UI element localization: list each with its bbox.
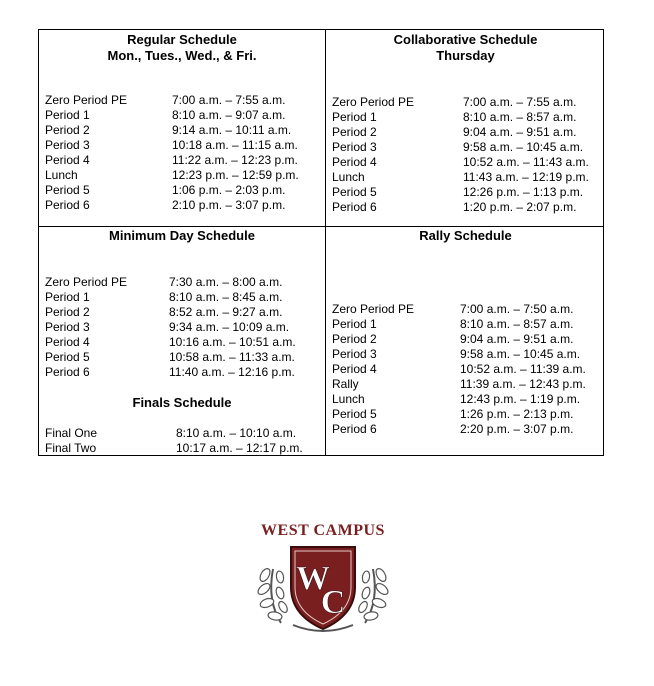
period-label: Period 2 [45,123,90,137]
period-label: Period 3 [332,347,377,361]
west-campus-logo [253,521,393,631]
period-label: Period 4 [45,335,90,349]
period-label: Zero Period PE [45,93,128,107]
period-label: Zero Period PE [45,275,128,289]
period-label: Lunch [332,170,365,184]
regular-schedule-title: Regular Schedule Mon., Tues., Wed., & Fri. [107,32,257,63]
period-label: Period 3 [332,140,377,154]
regular-schedule-cell [39,30,325,226]
period-time: 10:58 a.m. – 11:33 a.m. [169,350,295,364]
period-time: 9:58 a.m. – 10:45 a.m. [460,347,581,361]
period-time: 7:00 a.m. – 7:55 a.m. [172,93,286,107]
period-time: 1:20 p.m. – 2:07 p.m. [463,200,577,214]
period-time: 8:10 a.m. – 8:45 a.m. [169,290,283,304]
period-time: 8:10 a.m. – 8:57 a.m. [460,317,574,331]
period-label: Final One [45,426,98,440]
period-label: Period 6 [332,200,377,214]
period-time: 8:10 a.m. – 8:57 a.m. [463,110,577,124]
period-label: Period 4 [45,153,90,167]
period-label: Period 6 [332,422,377,436]
period-label: Period 3 [45,138,90,152]
period-time: 10:52 a.m. – 11:43 a.m. [463,155,589,169]
period-label: Period 5 [45,350,90,364]
period-label: Final Two [45,441,97,455]
period-time: 11:39 a.m. – 12:43 p.m. [460,377,586,391]
schedule-table [38,29,604,456]
period-time: 2:10 p.m. – 3:07 p.m. [172,198,286,212]
collaborative-schedule-cell [326,30,605,226]
period-time: 9:34 a.m. – 10:09 a.m. [169,320,290,334]
period-label: Period 2 [332,125,377,139]
period-time: 12:43 p.m. – 1:19 p.m. [460,392,581,406]
minimum-day-schedule-cell [39,227,325,457]
period-time: 9:14 a.m. – 10:11 a.m. [172,123,292,137]
period-label: Period 4 [332,155,377,169]
laurel-right-icon [357,567,390,623]
period-time: 11:43 a.m. – 12:19 p.m. [463,170,589,184]
period-time: 1:06 p.m. – 2:03 p.m. [172,183,286,197]
period-label: Period 3 [45,320,90,334]
crest-icon [253,541,393,633]
period-label: Period 2 [332,332,377,346]
rally-schedule-title: Rally Schedule [419,228,512,243]
period-time: 7:00 a.m. – 7:55 a.m. [463,95,577,109]
period-time: 10:18 a.m. – 11:15 a.m. [172,138,298,152]
period-label: Period 5 [332,407,377,421]
finals-schedule-title: Finals Schedule [132,395,232,410]
period-label: Period 2 [45,305,90,319]
period-time: 12:23 p.m. – 12:59 p.m. [172,168,299,182]
period-label: Period 6 [45,365,90,379]
period-label: Period 4 [332,362,377,376]
period-time: 8:52 a.m. – 9:27 a.m. [169,305,283,319]
monogram-w: W [296,560,330,597]
logo-text: WEST CAMPUS [261,522,385,539]
period-label: Rally [332,377,359,391]
period-time: 7:00 a.m. – 7:50 a.m. [460,302,574,316]
period-label: Period 6 [45,198,90,212]
period-label: Period 5 [45,183,90,197]
period-time: 10:17 a.m. – 12:17 p.m. [176,441,303,455]
period-time: 2:20 p.m. – 3:07 p.m. [460,422,574,436]
period-label: Zero Period PE [332,302,415,316]
period-time: 10:52 a.m. – 11:39 a.m. [460,362,586,376]
period-time: 11:40 a.m. – 12:16 p.m. [169,365,295,379]
monogram-c: C [320,584,346,621]
period-time: 7:30 a.m. – 8:00 a.m. [169,275,283,289]
period-label: Period 1 [332,317,377,331]
period-time: 10:16 a.m. – 10:51 a.m. [169,335,296,349]
period-label: Period 1 [45,290,90,304]
period-label: Period 1 [45,108,90,122]
period-label: Lunch [332,392,365,406]
laurel-left-icon [256,567,289,623]
period-time: 12:26 p.m. – 1:13 p.m. [463,185,584,199]
period-time: 8:10 a.m. – 9:07 a.m. [172,108,286,122]
rally-schedule-cell [326,227,605,457]
minimum-day-schedule-title: Minimum Day Schedule [109,228,255,243]
period-time: 11:22 a.m. – 12:23 p.m. [172,153,298,167]
period-label: Zero Period PE [332,95,415,109]
period-time: 1:26 p.m. – 2:13 p.m. [460,407,574,421]
period-label: Period 5 [332,185,377,199]
period-time: 9:04 a.m. – 9:51 a.m. [460,332,574,346]
period-time: 9:04 a.m. – 9:51 a.m. [463,125,577,139]
period-time: 9:58 a.m. – 10:45 a.m. [463,140,584,154]
period-label: Lunch [45,168,78,182]
collaborative-schedule-title: Collaborative Schedule Thursday [393,32,538,63]
period-time: 8:10 a.m. – 10:10 a.m. [176,426,297,440]
period-label: Period 1 [332,110,377,124]
